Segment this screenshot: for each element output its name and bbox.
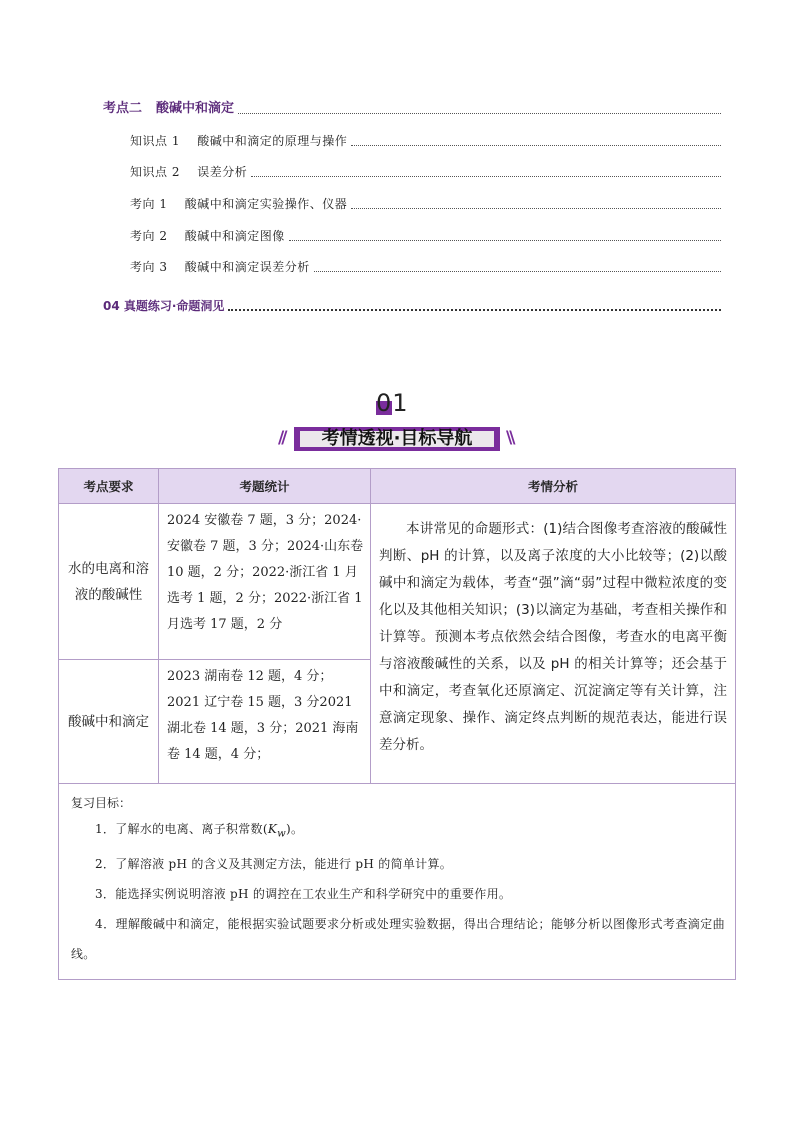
toc-item[interactable] — [130, 228, 721, 244]
goals-title: 复习目标： — [71, 796, 132, 810]
table-header-row — [59, 469, 736, 504]
goal-item: 3．能选择实例说明溶液 pH 的调控在工农业生产和科学研究中的重要作用。 — [95, 887, 512, 902]
goals-row — [59, 784, 736, 980]
requirement-cell: 水的电离和溶液的酸碱性 — [59, 504, 159, 660]
statistics-cell: 2024 安徽卷 7 题，3 分；2024·安徽卷 7 题，3 分；2024·山东卷 10 题，2 分；2022·浙江省 1 月选考 1 题，2 分；2022·浙江省 1 月选考 17 题，2 分 — [159, 504, 371, 660]
toc-label: 04 真题练习·命题洞见 — [103, 299, 225, 313]
goal-item: 2．了解溶液 pH 的含义及其测定方法，能进行 pH 的简单计算。 — [95, 857, 453, 872]
header-analysis: 考情分析 — [371, 469, 736, 504]
goal-item: 4．理解酸碱中和滴定，能根据实验试题要求分析或处理实验数据，得出合理结论；能够分析以图像形式考查滴定曲线。 — [71, 917, 725, 962]
toc-label: 考向 2 酸碱中和滴定图像 — [130, 229, 285, 243]
toc-item[interactable] — [130, 259, 721, 275]
section-banner — [0, 385, 794, 455]
toc-leader — [314, 270, 721, 272]
toc-label: 考向 1 酸碱中和滴定实验操作、仪器 — [130, 197, 348, 211]
toc-label: 考点二 酸碱中和滴定 — [103, 101, 235, 116]
toc-leader — [228, 308, 721, 311]
toc-item[interactable] — [130, 196, 721, 212]
requirement-cell: 酸碱中和滴定 — [59, 660, 159, 784]
toc-leader — [251, 175, 721, 177]
toc-leader — [238, 112, 721, 114]
analysis-cell: 本讲常见的命题形式：(1)结合图像考查溶液的酸碱性判断、pH 的计算，以及离子浓度的大小比较等；(2)以酸碱中和滴定为载体，考查“强”滴“弱”过程中微粒浓度的变化以及其他相关知识；(3)以滴定为基础，考查相关操作和计算等。预测本考点依然会结合图像，考查水的电离平衡与溶液酸碱性的关系，以及 pH 的相关计算等；还会基于中和滴定，考查氧化还原滴定、沉淀滴定等有关计算，注意滴定现象、操作、滴定终点判断的规范表达，能进行误差分析。 — [371, 504, 736, 784]
goal-item: 1．了解水的电离、离子积常数$(K_w)$。 — [95, 822, 304, 840]
toc-section-04[interactable] — [103, 298, 721, 314]
section-title: 考情透视·目标导航 — [321, 428, 473, 449]
toc-item[interactable] — [130, 133, 721, 149]
right-slashes: \\ — [506, 428, 513, 448]
statistics-cell: 2023 湖南卷 12 题，4 分；2021 辽宁卷 15 题，3 分2021 湖北卷 14 题，3 分；2021 海南卷 14 题，4 分； — [159, 660, 371, 784]
section-number: 01 — [376, 389, 409, 417]
toc-leader — [351, 144, 721, 146]
left-slashes: // — [278, 428, 285, 448]
exam-analysis-table — [58, 468, 736, 980]
header-requirement: 考点要求 — [59, 469, 159, 504]
toc-item[interactable] — [130, 164, 721, 180]
toc-kaodian-2[interactable] — [103, 101, 721, 117]
toc-label: 知识点 1 酸碱中和滴定的原理与操作 — [130, 134, 348, 148]
header-statistics: 考题统计 — [159, 469, 371, 504]
goals-cell — [59, 784, 736, 980]
toc-label: 考向 3 酸碱中和滴定误差分析 — [130, 260, 310, 274]
toc-label: 知识点 2 误差分析 — [130, 165, 248, 179]
table-row — [59, 504, 736, 660]
toc-leader — [351, 207, 721, 209]
toc-leader — [289, 239, 721, 241]
